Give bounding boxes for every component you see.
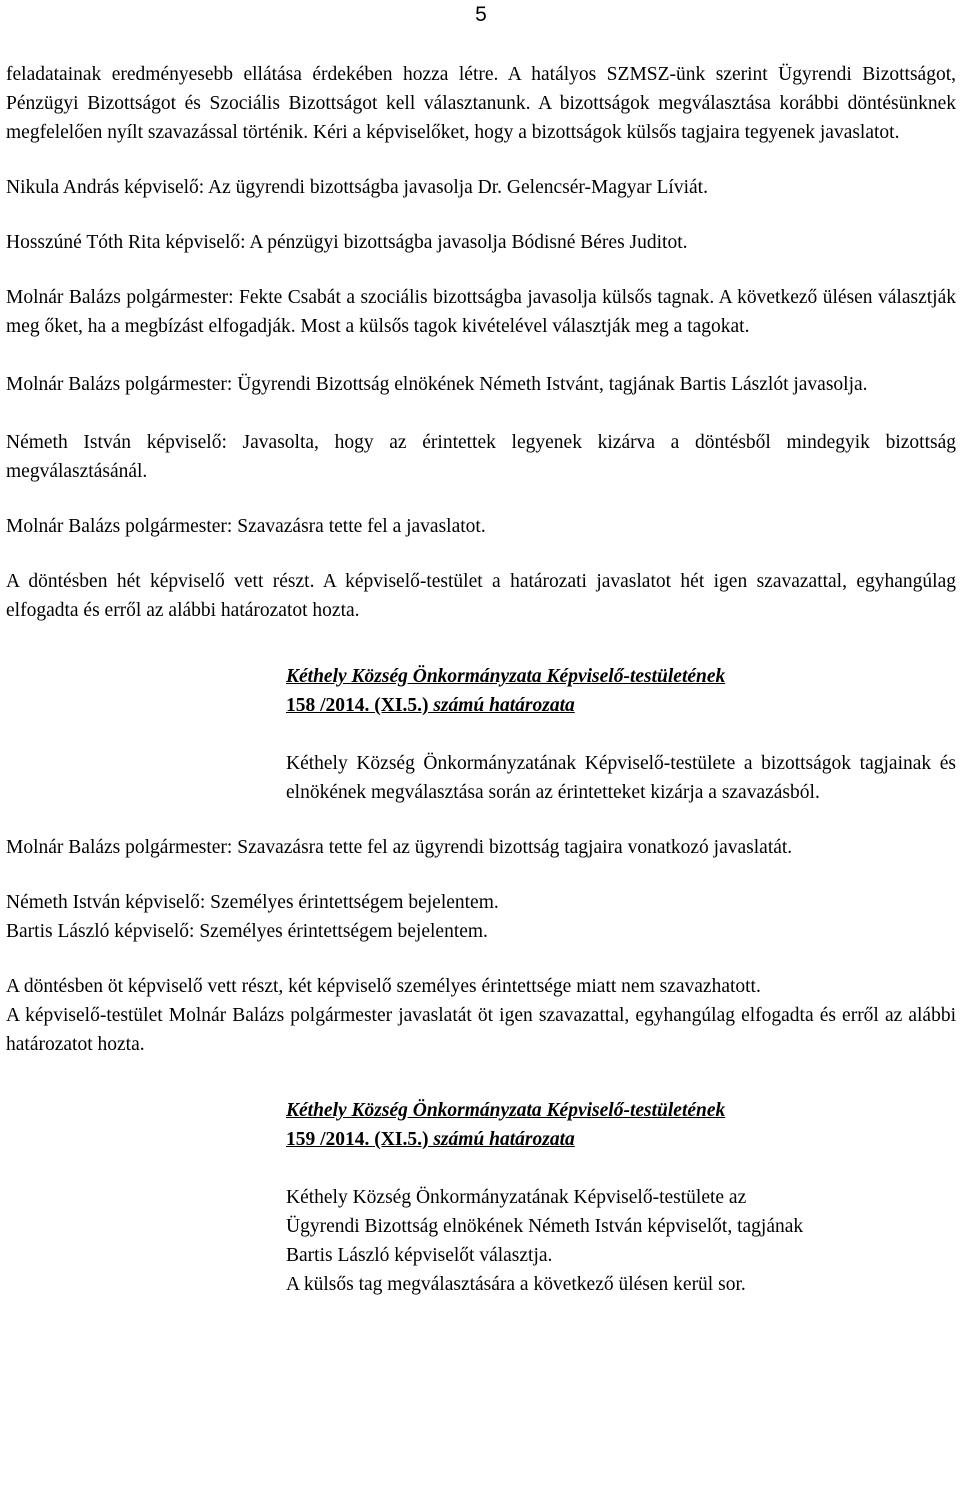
paragraph-committees-intro: feladatainak eredményesebb ellátása érdekében hozza létre. A hatályos SZMSZ-ünk szerint Ügyrendi Bizottságot, Pénzügyi Bizottságot és Szociális Bizottságot kell választanunk. A bizottságok megválasztása korábbi döntésünknek megfelelően nyílt szavazással történik. Kéri a képviselőket, hogy a bizottságok külsős tagjaira tegyenek javaslatot. (6, 64, 956, 143)
paragraph-bartis-declaration: Bartis László képviselő: Személyes érintettségem bejelentem. (6, 921, 488, 942)
resolution-158-body: Kéthely Község Önkormányzatának Képviselő-testülete a bizottságok tagjainak és elnökének megválasztása során az érintetteket kizárja a szavazásból. (286, 753, 956, 803)
paragraph-molnar-social: Molnár Balázs polgármester: Fekte Csabát a szociális bizottságba javasolja külsős tagnak. A következő ülésen választják meg őket, ha a megbízást elfogadják. Most a külsős tagok kivételével választják meg a tagokat. (6, 287, 956, 337)
resolution-158-number-line (286, 691, 956, 720)
paragraph-nikula-proposal: Nikula András képviselő: Az ügyrendi bizottságba javasolja Dr. Gelencsér-Magyar Líviát. (6, 177, 708, 198)
resolution-159-suffix: számú határozata (428, 1129, 575, 1150)
paragraph-vote-participants: A döntésben öt képviselő vett részt, két képviselő személyes érintettsége miatt nem szavazhatott. (6, 976, 761, 997)
resolution-158-suffix: számú határozata (428, 695, 575, 716)
resolution-159-title: Kéthely Község Önkormányzata Képviselő-testületének (286, 1100, 726, 1121)
resolution-159-body (286, 1183, 956, 1299)
paragraph-molnar-vote-call: Molnár Balázs polgármester: Szavazásra tette fel a javaslatot. (6, 516, 486, 537)
resolution-159-heading (286, 1096, 956, 1154)
document-body (6, 60, 956, 1299)
paragraph-vote-result-1: A döntésben hét képviselő vett részt. A képviselő-testület a határozati javaslatot hét igen szavazattal, egyhangúlag elfogadta és erről az alábbi határozatot hozta. (6, 571, 956, 621)
page-number: 5 (475, 3, 487, 26)
paragraph-vote-result-2: A képviselő-testület Molnár Balázs polgármester javaslatát öt igen szavazattal, egyhangúlag elfogadta és erről az alábbi határozatot hozta. (6, 1005, 956, 1055)
resolution-159-line: A külsős tag megválasztására a következő ülésen kerül sor. (286, 1274, 746, 1295)
paragraph-molnar-vote-ugyrendi: Molnár Balázs polgármester: Szavazásra tette fel az ügyrendi bizottság tagjaira vonatkozó javaslatát. (6, 837, 793, 858)
paragraph-nemeth-declaration: Németh István képviselő: Személyes érintettségem bejelentem. (6, 892, 499, 913)
resolution-159-number-line (286, 1125, 956, 1154)
resolution-158-heading (286, 662, 956, 720)
resolution-159-line: Bartis László képviselőt választja. (286, 1245, 553, 1266)
paragraph-nemeth-exclusion: Németh István képviselő: Javasolta, hogy az érintettek legyenek kizárva a döntésből mindegyik bizottság megválasztásánál. (6, 432, 956, 482)
paragraph-hosszune-proposal: Hosszúné Tóth Rita képviselő: A pénzügyi bizottságba javasolja Bódisné Béres Juditot. (6, 232, 688, 253)
resolution-158-title: Kéthely Község Önkormányzata Képviselő-testületének (286, 666, 726, 687)
paragraph-molnar-ugyrendi: Molnár Balázs polgármester: Ügyrendi Bizottság elnökének Németh Istvánt, tagjának Bartis Lászlót javasolja. (6, 374, 868, 395)
resolution-159-line: Ügyrendi Bizottság elnökének Németh István képviselőt, tagjának (286, 1216, 804, 1237)
resolution-159-number: 159 /2014. (XI.5.) (286, 1129, 429, 1150)
resolution-159-line: Kéthely Község Önkormányzatának Képviselő-testülete az (286, 1187, 747, 1208)
resolution-158-number: 158 /2014. (XI.5.) (286, 695, 429, 716)
